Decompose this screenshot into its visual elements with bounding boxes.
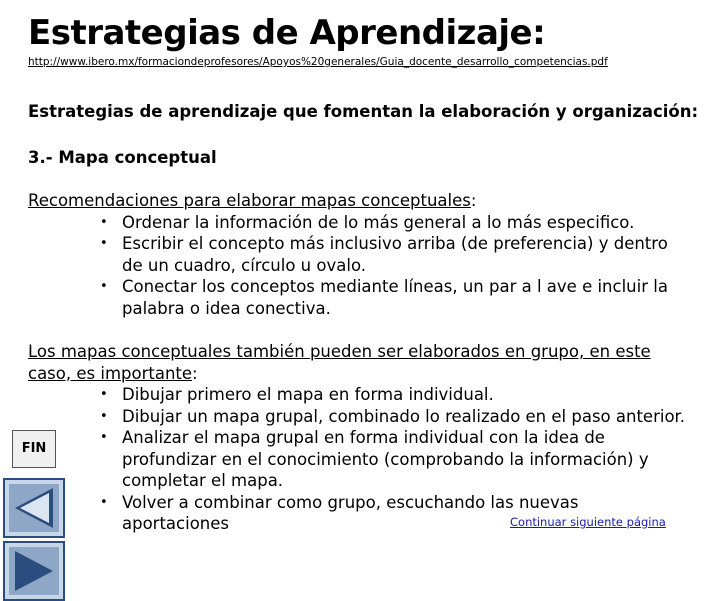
list-item: • Analizar el mapa grupal en forma individual con la idea de profundizar en el conocimiento (comprobando la información) y completar el mapa. [28, 427, 690, 492]
recommendations-intro: Recomendaciones para elaborar mapas conceptuales: [28, 191, 477, 210]
next-button[interactable] [3, 541, 65, 601]
subheading: 3.- Mapa conceptual [28, 148, 217, 167]
fin-button[interactable]: FIN [12, 430, 56, 468]
recommendations-block [28, 190, 690, 319]
source-url-link[interactable]: http://www.ibero.mx/formaciondeprofesores/Apoyos%20generales/Guia_docente_desarrollo_competencias.pdf [28, 56, 608, 68]
triangle-left-icon [3, 478, 65, 538]
list-item: • Dibujar primero el mapa en forma individual. [28, 384, 690, 406]
back-button[interactable] [3, 478, 65, 538]
section-heading: Estrategias de aprendizaje que fomentan la elaboración y organización: [28, 102, 699, 121]
page-title: Estrategias de Aprendizaje: [28, 13, 546, 53]
group-maps-block [28, 341, 690, 535]
list-item: • Escribir el concepto más inclusivo arriba (de preferencia) y dentro de un cuadro, círculo u ovalo. [28, 233, 690, 276]
list-item: • Volver a combinar como grupo, escuchando las nuevas aportaciones [28, 492, 690, 535]
continue-link[interactable]: Continuar siguiente página [510, 515, 666, 529]
recommendations-list [28, 212, 690, 320]
list-item: • Conectar los conceptos mediante líneas, un par a l ave e incluir la palabra o idea conectiva. [28, 276, 690, 319]
list-item: • Ordenar la información de lo más general a lo más especifico. [28, 212, 690, 234]
group-maps-intro: Los mapas conceptuales también pueden ser elaborados en grupo, en este caso, es importante: [28, 342, 651, 383]
list-item: • Dibujar un mapa grupal, combinado lo realizado en el paso anterior. [28, 406, 690, 428]
group-maps-list [28, 384, 690, 535]
triangle-right-icon [3, 541, 65, 601]
